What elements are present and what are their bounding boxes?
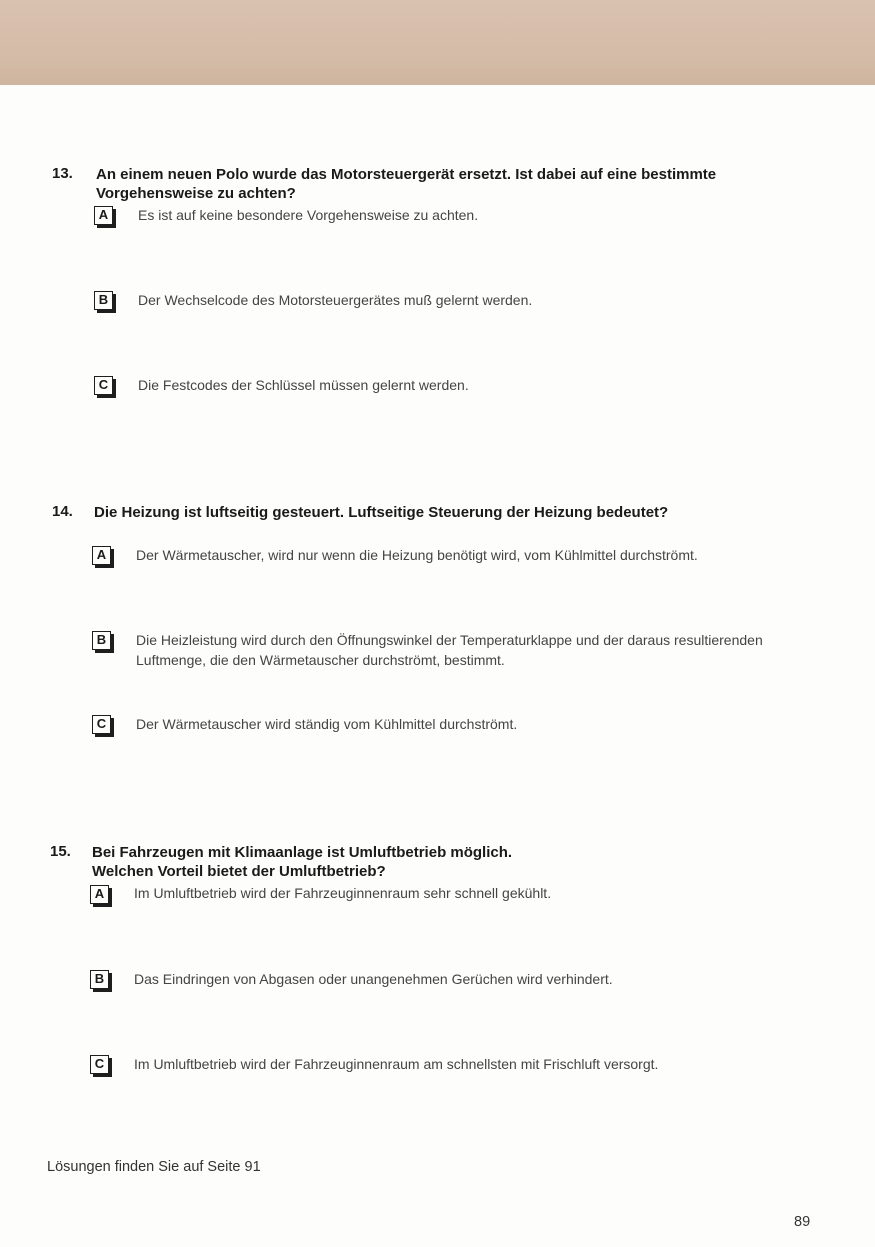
- answer-14-a: Der Wärmetauscher, wird nur wenn die Heizung benötigt wird, vom Kühlmittel durchströmt.: [136, 547, 698, 563]
- header-band: [0, 0, 875, 85]
- option-c-box[interactable]: C: [92, 715, 111, 734]
- answer-14-c: Der Wärmetauscher wird ständig vom Kühlmittel durchströmt.: [136, 716, 518, 732]
- page-number: 89: [794, 1214, 811, 1230]
- option-b-box[interactable]: B: [90, 970, 109, 989]
- question-14-number: 14.: [52, 503, 73, 520]
- question-15-number: 15.: [50, 843, 71, 860]
- question-line: Welchen Vorteil bietet der Umluftbetrieb?: [92, 863, 386, 880]
- option-a-box[interactable]: A: [90, 885, 109, 904]
- question-14-text: [94, 503, 814, 522]
- question-13-text: [96, 165, 816, 203]
- answer-13-c: Die Festcodes der Schlüssel müssen gelernt werden.: [138, 377, 469, 393]
- question-line: Bei Fahrzeugen mit Klimaanlage ist Umluftbetrieb möglich.: [92, 844, 513, 861]
- answer-13-a: Es ist auf keine besondere Vorgehensweise zu achten.: [138, 207, 479, 223]
- option-c-box[interactable]: C: [94, 376, 113, 395]
- question-line: An einem neuen Polo wurde das Motorsteuergerät ersetzt. Ist dabei auf eine bestimmte: [96, 166, 717, 183]
- answer-15-c: Im Umluftbetrieb wird der Fahrzeuginnenraum am schnellsten mit Frischluft versorgt.: [134, 1056, 659, 1072]
- answer-14-b: Die Heizleistung wird durch den Öffnungswinkel der Temperaturklappe und der daraus resultierenden Luftmenge, die den Wärmetauscher durchströmt, bestimmt.: [136, 632, 763, 668]
- option-a-box[interactable]: A: [94, 206, 113, 225]
- answer-15-a: Im Umluftbetrieb wird der Fahrzeuginnenraum sehr schnell gekühlt.: [134, 885, 552, 901]
- question-13-number: 13.: [52, 165, 73, 182]
- footer-solutions-note: Lösungen finden Sie auf Seite 91: [47, 1159, 261, 1175]
- question-15-text: [92, 843, 812, 881]
- option-c-box[interactable]: C: [90, 1055, 109, 1074]
- option-a-box[interactable]: A: [92, 546, 111, 565]
- question-line: Die Heizung ist luftseitig gesteuert. Luftseitige Steuerung der Heizung bedeutet?: [94, 504, 669, 521]
- question-line: Vorgehensweise zu achten?: [96, 185, 296, 202]
- option-b-box[interactable]: B: [94, 291, 113, 310]
- option-b-box[interactable]: B: [92, 631, 111, 650]
- answer-15-b: Das Eindringen von Abgasen oder unangenehmen Gerüchen wird verhindert.: [134, 971, 613, 987]
- answer-13-b: Der Wechselcode des Motorsteuergerätes muß gelernt werden.: [138, 292, 533, 308]
